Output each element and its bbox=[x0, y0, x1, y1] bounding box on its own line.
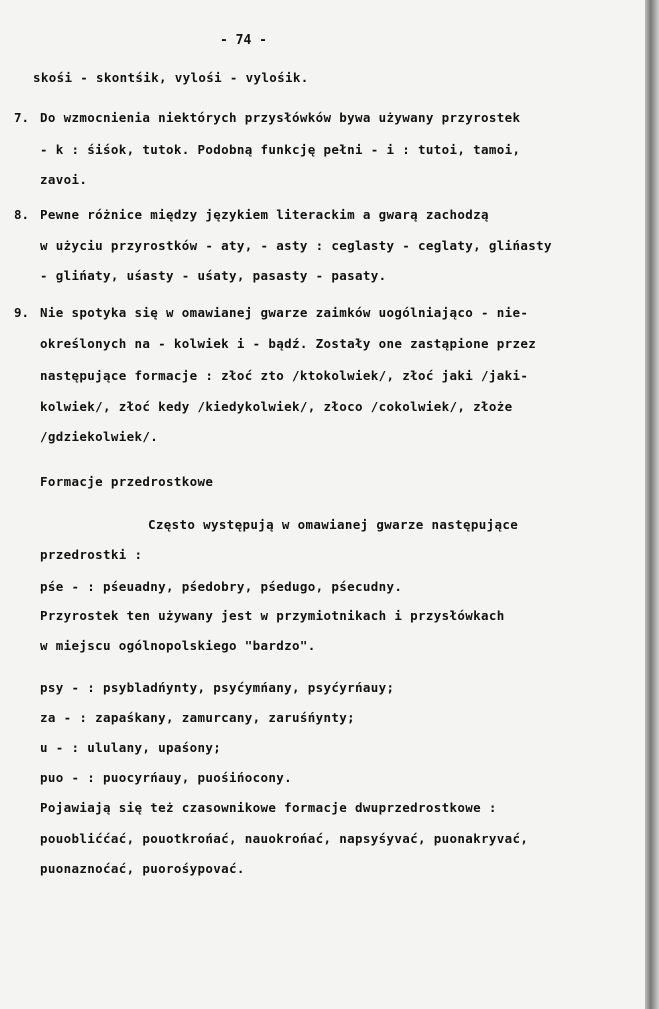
item-7-line-3: zavoi. bbox=[40, 172, 88, 187]
section-line-1: Często występują w omawianej gwarze następujące bbox=[148, 517, 519, 532]
item-9-line-1: Nie spotyka się w omawianej gwarze zaimków uogólniająco - nie- bbox=[40, 305, 529, 320]
page-number: - 74 - bbox=[220, 33, 267, 48]
page-edge bbox=[645, 0, 659, 1009]
item-number-7: 7. bbox=[14, 110, 30, 125]
item-8-line-3: - glińaty, uśasty - uśaty, pasasty - pasaty. bbox=[40, 268, 387, 283]
item-number-8: 8. bbox=[14, 207, 30, 222]
section-line-3: pśe - : pśeuadny, pśedobry, pśedugo, pśecudny. bbox=[40, 579, 403, 594]
item-8-line-1: Pewne różnice między językiem literackim a gwarą zachodzą bbox=[40, 207, 489, 222]
section-line-6: psy - : psybladńynty, psyćymńany, psyćyrńauy; bbox=[40, 680, 395, 695]
item-9-line-2: określonych na - kolwiek i - bądź. Zostały one zastąpione przez bbox=[40, 336, 537, 351]
item-7-line-2: - k : śiśok, tutok. Podobną funkcję pełni - i : tutoi, tamoi, bbox=[40, 142, 521, 157]
section-line-11: pouobliććać, pouotkrońać, nauokrońać, napsyśyvać, puonakryvać, bbox=[40, 831, 529, 846]
item-8-line-2: w użyciu przyrostków - aty, - asty : ceglasty - ceglaty, glińasty bbox=[40, 238, 552, 253]
section-line-2: przedrostki : bbox=[40, 547, 143, 562]
item-7-line-1: Do wzmocnienia niektórych przysłówków bywa używany przyrostek bbox=[40, 110, 521, 125]
section-line-8: u - : ululany, upaśony; bbox=[40, 740, 222, 755]
intro-line: skośi - skontśik, vylośi - vylośik. bbox=[33, 70, 309, 85]
section-line-5: w miejscu ogólnopolskiego "bardzo". bbox=[40, 638, 316, 653]
section-line-12: puonaznoćać, puorośypovać. bbox=[40, 861, 245, 876]
section-line-9: puo - : puocyrńauy, puośińocony. bbox=[40, 770, 293, 785]
item-9-line-3: następujące formacje : złoć zto /ktokolwiek/, złoć jaki /jaki- bbox=[40, 368, 529, 383]
item-number-9: 9. bbox=[14, 305, 30, 320]
section-line-7: za - : zapaśkany, zamurcany, zaruśńynty; bbox=[40, 710, 356, 725]
section-line-4: Przyrostek ten używany jest w przymiotnikach i przysłówkach bbox=[40, 608, 505, 623]
item-9-line-4: kolwiek/, złoć kedy /kiedykolwiek/, złoco /cokolwiek/, złoże bbox=[40, 399, 513, 414]
section-line-10: Pojawiają się też czasownikowe formacje dwuprzedrostkowe : bbox=[40, 800, 497, 815]
section-title: Formacje przedrostkowe bbox=[40, 474, 214, 489]
item-9-line-5: /gdziekolwiek/. bbox=[40, 429, 159, 444]
